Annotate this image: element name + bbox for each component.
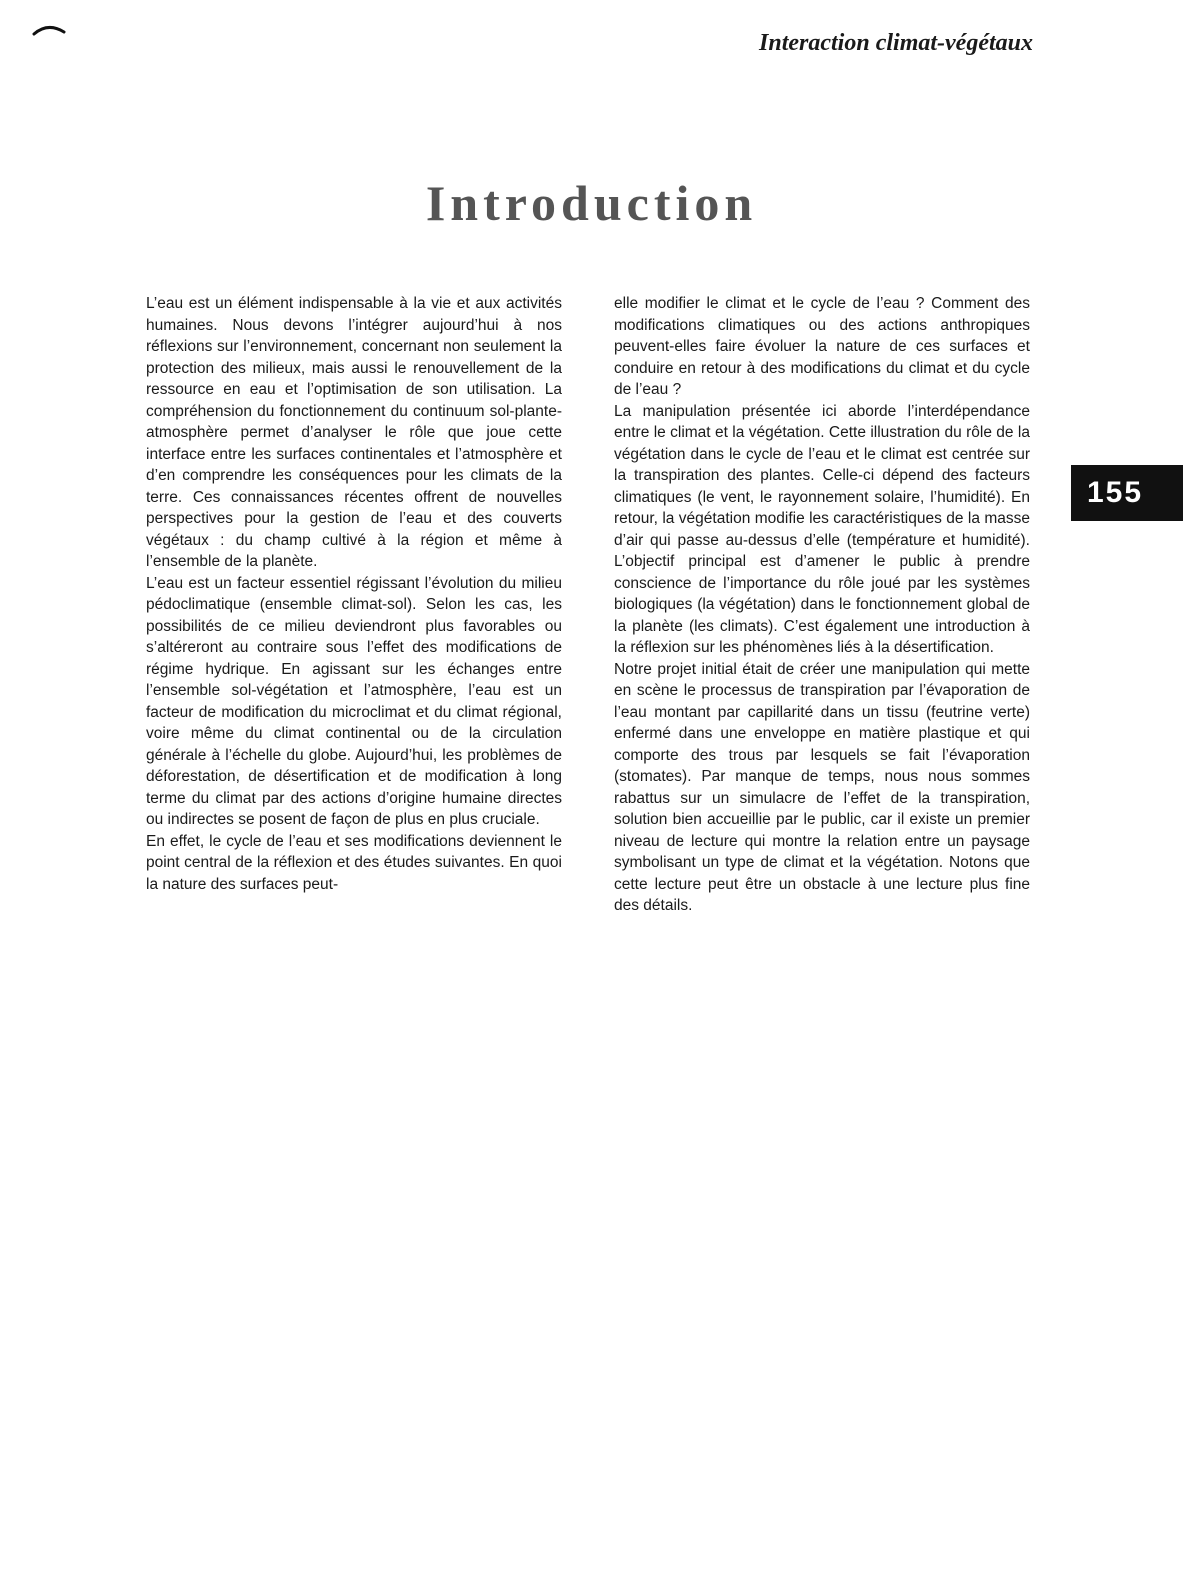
right-text-column <box>614 293 1030 917</box>
paragraph: La manipulation présentée ici aborde l’interdépendance entre le climat et la végétation. Cette illustration du rôle de la végétation dans le cycle de l’eau et le climat est centrée sur la transpiration des plantes. Celle-ci dépend des facteurs climatiques (le vent, le rayonnement solaire, l’humidité). En retour, la végétation modifie les caractéristiques de la masse d’air qui passe au-dessus d’elle (température et humidité). L’objectif principal est d’amener le public à prendre conscience de l’importance du rôle joué par les systèmes biologiques (la végétation) dans le fonctionnement global de la planète (les climats). C’est également une introduction à la réflexion sur les phénomènes liés à la désertification. <box>614 402 1030 656</box>
paragraph: En effet, le cycle de l’eau et ses modifications deviennent le point central de la réflexion et des études suivantes. En quoi la nature des surfaces peut- <box>146 832 562 893</box>
running-header-title: Interaction climat-végétaux <box>759 30 1033 56</box>
corner-crop-mark <box>30 18 70 42</box>
page-title-text: Introduction <box>425 174 758 231</box>
left-text-column <box>146 293 562 895</box>
paragraph: elle modifier le climat et le cycle de l’eau ? Comment des modifications climatiques ou des actions anthropiques peuvent-elles faire évoluer la nature de ces surfaces et conduire en retour à des modifications du climat et du cycle de l’eau ? <box>614 295 1030 398</box>
paragraph: Notre projet initial était de créer une manipulation qui mette en scène le processus de transpiration par l’évaporation de l’eau montant par capillarité dans un tissu (feutrine verte) enfermé dans une enveloppe en matière plastique et qui comporte des trous par lesquels se fait l’évaporation (stomates). Par manque de temps, nous nous sommes rabattus sur un simulacre de l’effet de la transpiration, solution bien accueillie par le public, car il existe un premier niveau de lecture qui montre la relation entre un paysage symbolisant un type de climat et la végétation. Notons que cette lecture peut être un obstacle à une lecture plus fine des détails. <box>614 660 1030 914</box>
paragraph: L’eau est un facteur essentiel régissant l’évolution du milieu pédoclimatique (ensemble climat-sol). Selon les cas, les possibilités de ce milieu deviendront plus favorables ou s’altéreront au contraire sous l’effet des modifications de régime hydrique. En agissant sur les échanges entre l’ensemble sol-végétation et l’atmosphère, l’eau est un facteur de modification du microclimat et du climat régional, voire même du climat continental ou de la circulation générale à l’échelle du globe. Aujourd’hui, les problèmes de déforestation, de désertification et de modification à long terme du climat par des actions d’origine humaine directes ou indirectes se posent de façon de plus en plus cruciale. <box>146 574 562 828</box>
page-title <box>0 174 1183 232</box>
paragraph: L’eau est un élément indispensable à la vie et aux activités humaines. Nous devons l’intégrer aujourd’hui à nos réflexions sur l’environnement, concernant non seulement la protection des milieux, mais aussi le renouvellement de la ressource en eau et l’optimisation de son utilisation. La compréhension du fonctionnement du continuum sol-plante-atmosphère permet d’analyser le rôle que joue cette interface entre les surfaces continentales et l’atmosphère et d’en comprendre les conséquences pour les climats de la terre. Ces connaissances récentes offrent de nouvelles perspectives pour la gestion de l’eau et des couverts végétaux : du champ cultivé à la région et même à l’ensemble de la planète. <box>146 295 562 570</box>
page-number-tab: 155 <box>1071 465 1183 521</box>
